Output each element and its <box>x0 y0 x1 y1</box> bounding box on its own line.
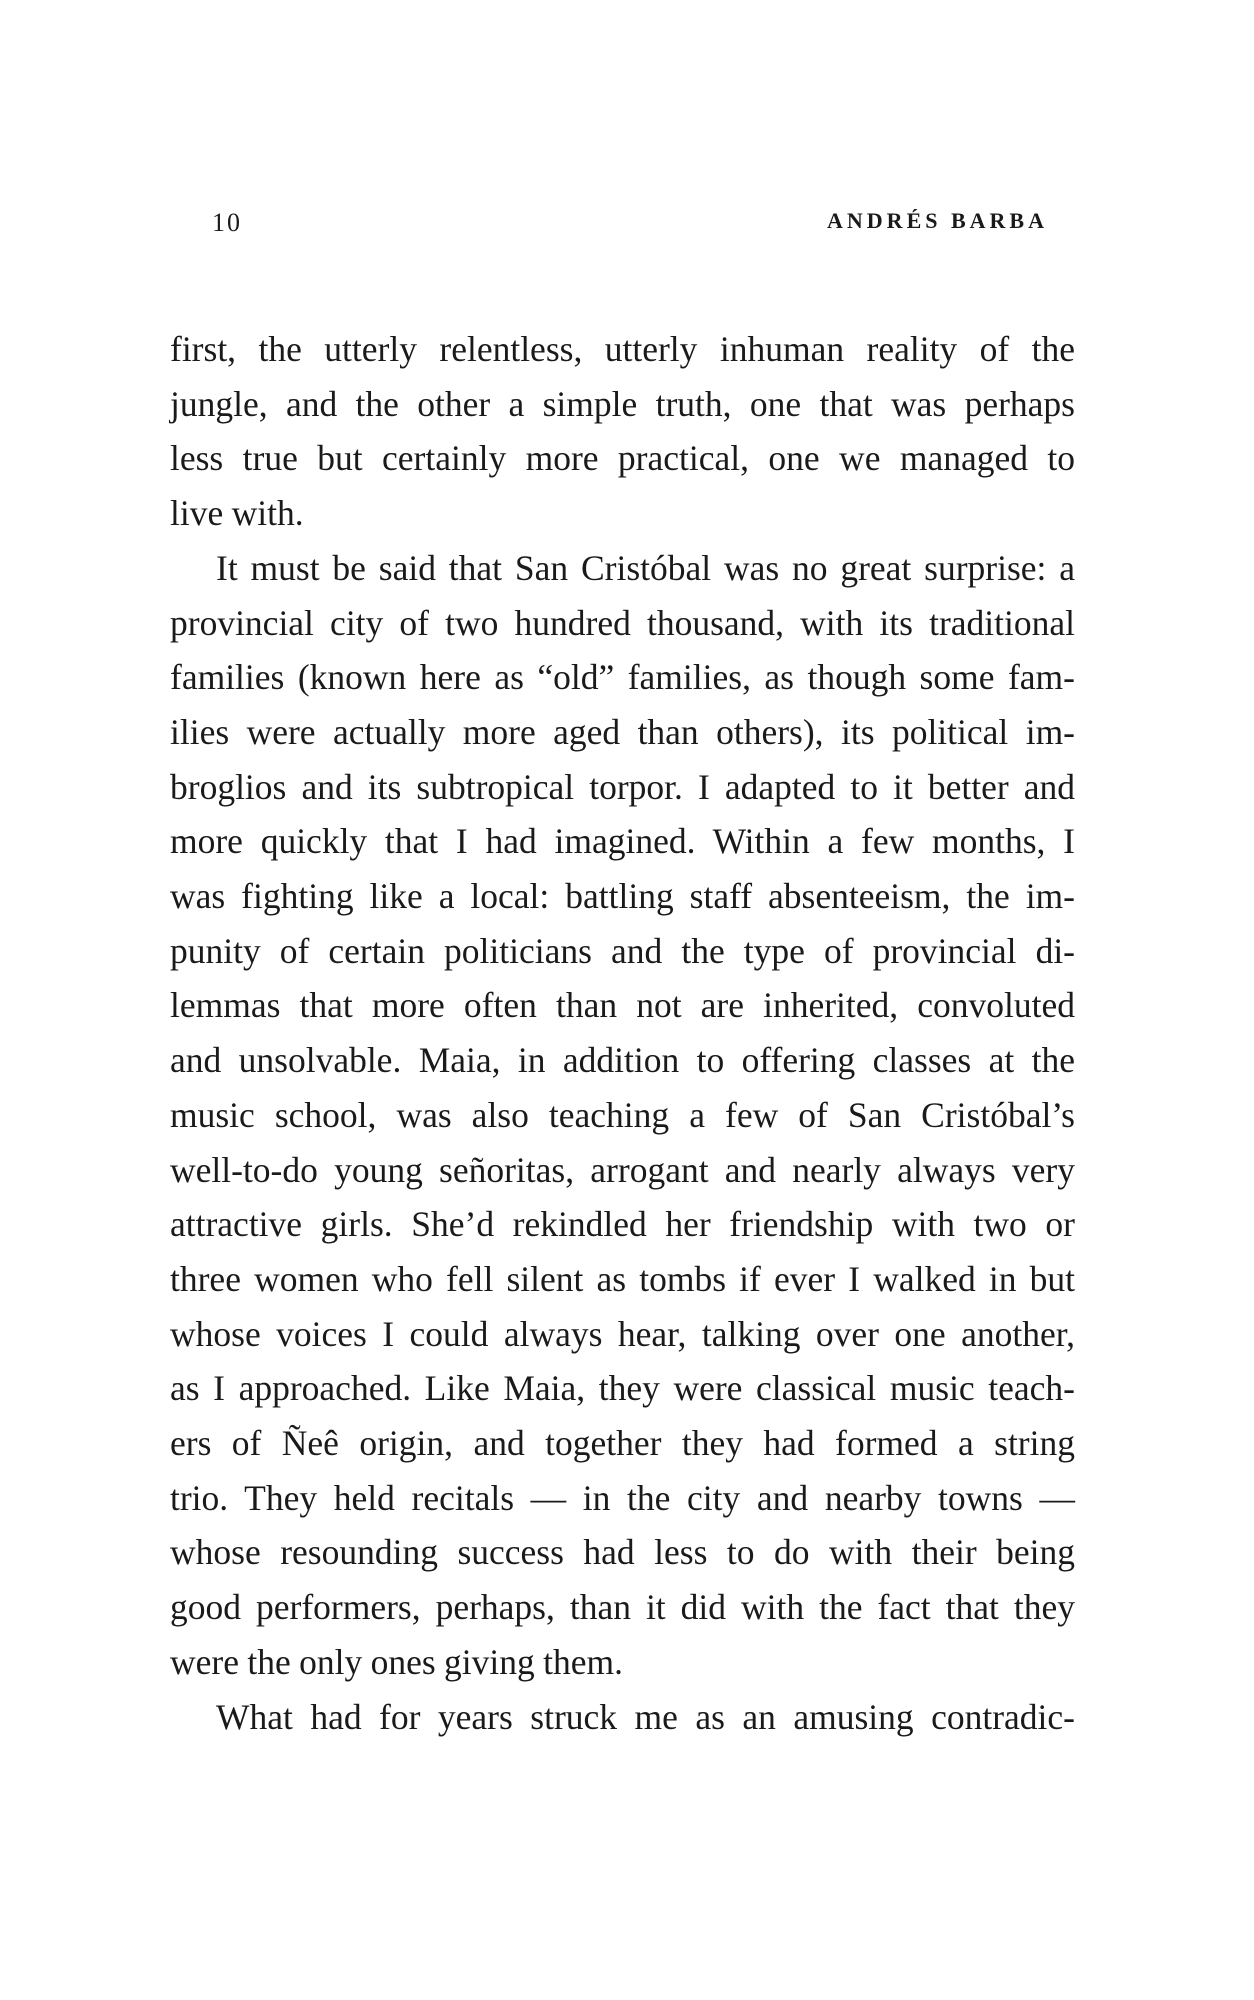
paragraph-continued <box>170 322 1075 541</box>
text-line: live with. <box>170 493 304 534</box>
text-line: was fighting like a local: battling staff absenteeism, the im- <box>170 876 1075 917</box>
text-line: trio. They held recitals — in the city and nearby towns — <box>170 1477 1075 1518</box>
text-line: and unsolvable. Maia, in addition to offering classes at the <box>170 1040 1075 1081</box>
text-line: as I approached. Like Maia, they were classical music teach- <box>170 1368 1075 1409</box>
text-line: attractive girls. She’d rekindled her friendship with two or <box>170 1204 1075 1245</box>
text-line: less true but certainly more practical, one we managed to <box>170 438 1075 479</box>
text-line: provincial city of two hundred thousand, with its traditional <box>170 602 1075 643</box>
page-number: 10 <box>212 208 242 237</box>
paragraph <box>170 1690 1075 1745</box>
running-head-author: ANDRÉS BARBA <box>827 208 1048 233</box>
body-text <box>170 322 1075 1744</box>
text-line: ilies were actually more aged than others), its political im- <box>170 711 1075 752</box>
text-line: music school, was also teaching a few of San Cristóbal’s <box>170 1094 1075 1135</box>
text-line: families (known here as “old” families, as though some fam- <box>170 657 1075 698</box>
text-line: punity of certain politicians and the type of provincial di- <box>170 930 1075 971</box>
text-line: whose voices I could always hear, talking over one another, <box>170 1313 1075 1354</box>
text-line: It must be said that San Cristóbal was no great surprise: a <box>216 547 1075 588</box>
text-line: ers of Ñeê origin, and together they had formed a string <box>170 1423 1075 1464</box>
text-line: lemmas that more often than not are inherited, convoluted <box>170 985 1075 1026</box>
text-line: jungle, and the other a simple truth, one that was perhaps <box>170 383 1075 424</box>
text-line: well-to-do young señoritas, arrogant and nearly always very <box>170 1149 1075 1190</box>
text-line: three women who fell silent as tombs if ever I walked in but <box>170 1258 1075 1299</box>
text-line: whose resounding success had less to do with their being <box>170 1532 1075 1573</box>
page-header <box>212 208 1048 244</box>
text-line: broglios and its subtropical torpor. I adapted to it better and <box>170 766 1075 807</box>
text-line: What had for years struck me as an amusing contradic- <box>216 1696 1075 1737</box>
text-line: good performers, perhaps, than it did with the fact that they <box>170 1587 1075 1628</box>
text-line: more quickly that I had imagined. Within a few months, I <box>170 821 1075 862</box>
paragraph <box>170 541 1075 1690</box>
text-line: first, the utterly relentless, utterly inhuman reality of the <box>170 329 1075 369</box>
text-line: were the only ones giving them. <box>170 1641 623 1682</box>
